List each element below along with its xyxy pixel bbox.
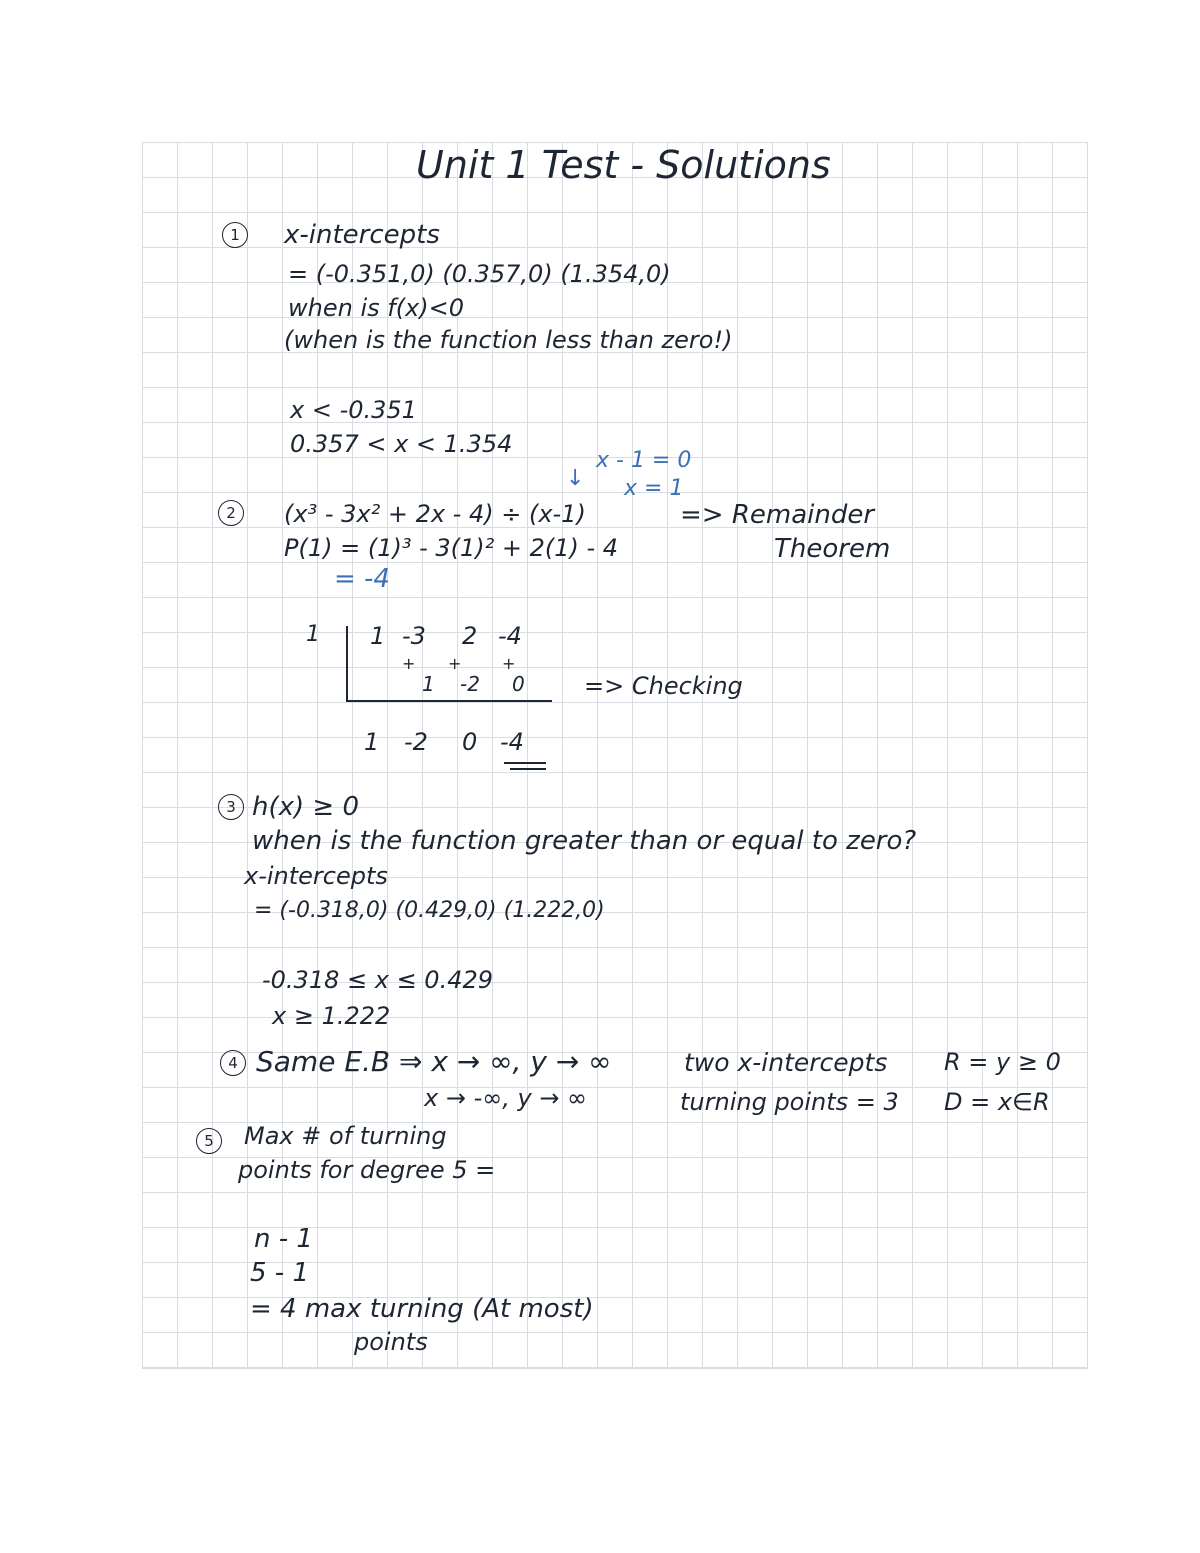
plus-sign: + (502, 654, 516, 673)
q5-answer-2: points (354, 1328, 428, 1356)
page-title: Unit 1 Test - Solutions (416, 143, 831, 187)
arrow-icon: ↓ (566, 466, 585, 491)
synthetic-coefficient: 1 (370, 622, 386, 650)
q1-heading: x-intercepts (284, 220, 440, 250)
synthetic-remainder: -4 (500, 728, 524, 756)
remainder-underline (510, 768, 546, 770)
q5-step-1: n - 1 (254, 1224, 313, 1254)
q2-method-remainder-2: Theorem (774, 534, 891, 564)
question-2-marker: 2 (218, 500, 244, 526)
q1-note: (when is the function less than zero!) (284, 326, 733, 354)
synthetic-result: 1 (364, 728, 380, 756)
q2-factor-note: x - 1 = 0 (596, 448, 692, 473)
q3-answer-1: -0.318 ≤ x ≤ 0.429 (262, 966, 494, 994)
synthetic-product: 0 (512, 672, 525, 696)
q1-points: = (-0.351,0) (0.357,0) (1.354,0) (288, 260, 671, 288)
q4-turning: turning points = 3 (680, 1088, 899, 1116)
q4-end-behaviour-2: x → -∞, y → ∞ (424, 1084, 588, 1112)
question-5-marker: 5 (196, 1128, 222, 1154)
q3-question: when is the function greater than or equal to zero? (252, 826, 917, 856)
q5-step-2: 5 - 1 (250, 1258, 309, 1288)
synthetic-bracket-vertical (346, 626, 348, 702)
synthetic-product: 1 (422, 672, 435, 696)
q2-root-note: x = 1 (624, 476, 684, 501)
synthetic-result: -2 (404, 728, 428, 756)
q5-answer: = 4 max turning (At most) (250, 1294, 594, 1324)
q4-domain: D = x∈R (944, 1088, 1050, 1116)
q4-range: R = y ≥ 0 (944, 1048, 1061, 1076)
synthetic-bracket-horizontal (346, 700, 552, 702)
q2-method-checking: => Checking (584, 672, 743, 700)
q3-answer-2: x ≥ 1.222 (272, 1002, 391, 1030)
q2-result: = -4 (334, 564, 390, 594)
remainder-underline (504, 762, 546, 764)
q4-intercepts: two x-intercepts (684, 1048, 888, 1077)
q1-question: when is f(x)<0 (288, 294, 465, 322)
synthetic-divisor: 1 (306, 622, 320, 647)
q2-evaluation: P(1) = (1)³ - 3(1)² + 2(1) - 4 (284, 534, 619, 562)
q5-line-1: Max # of turning (244, 1122, 447, 1150)
q1-answer-1: x < -0.351 (290, 396, 417, 424)
q5-line-2: points for degree 5 = (238, 1156, 496, 1184)
synthetic-result: 0 (462, 728, 478, 756)
q2-method-remainder: => Remainder (680, 500, 875, 530)
q1-answer-2: 0.357 < x < 1.354 (290, 430, 513, 458)
synthetic-product: -2 (460, 672, 480, 696)
q4-end-behaviour-1: Same E.B ⇒ x → ∞, y → ∞ (256, 1045, 612, 1078)
question-3-marker: 3 (218, 794, 244, 820)
plus-sign: + (402, 654, 416, 673)
plus-sign: + (448, 654, 462, 673)
question-4-marker: 4 (220, 1050, 246, 1076)
question-1-marker: 1 (222, 222, 248, 248)
q3-heading: x-intercepts (244, 862, 388, 890)
synthetic-coefficient: -4 (498, 622, 522, 650)
q3-points: = (-0.318,0) (0.429,0) (1.222,0) (254, 898, 605, 923)
q3-inequality: h(x) ≥ 0 (252, 792, 360, 822)
q2-division: (x³ - 3x² + 2x - 4) ÷ (x-1) (284, 500, 586, 528)
synthetic-coefficient: -3 (402, 622, 426, 650)
synthetic-coefficient: 2 (462, 622, 478, 650)
